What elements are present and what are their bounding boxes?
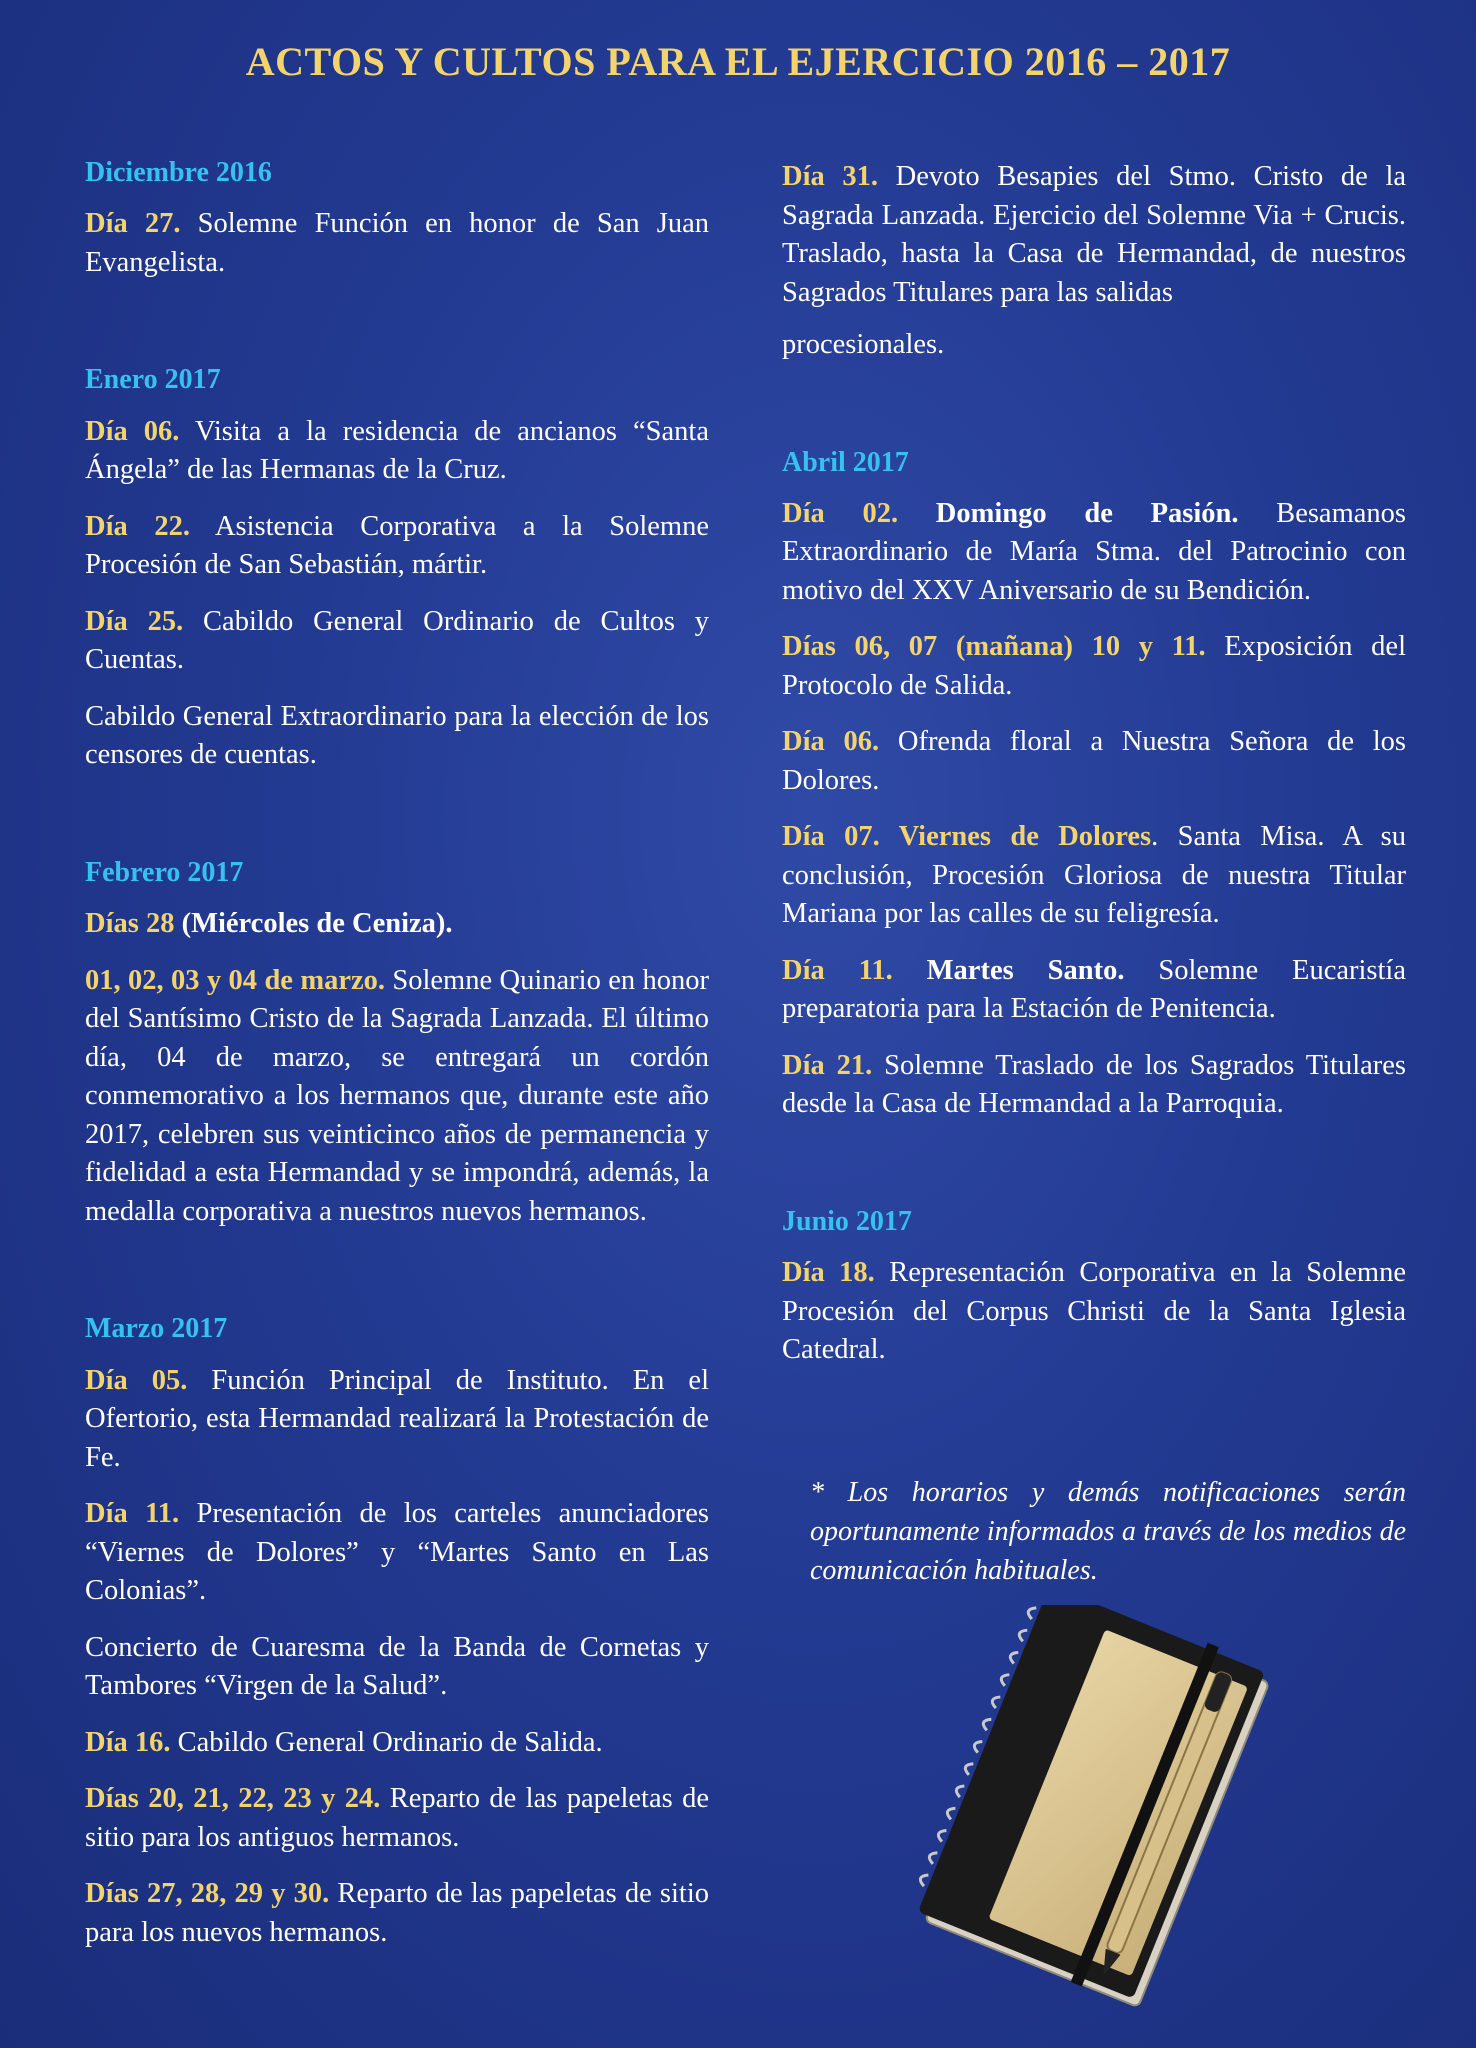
section-junio-2017 (782, 1204, 1406, 1370)
event-entry (85, 508, 709, 585)
event-entry (782, 818, 1406, 934)
event-date: Día 21. (782, 1049, 873, 1081)
notebook-pen-illustration (885, 1605, 1305, 2025)
event-date: Día 27. (85, 208, 181, 240)
event-text: Ofrenda floral a Nuestra Señora de los Dolores. (782, 726, 1406, 796)
event-date: Día 07. Viernes de Dolores (782, 821, 1152, 853)
event-entry (782, 952, 1406, 1029)
event-entry (85, 905, 709, 944)
event-text: Reparto de las papeletas de sitio para los nuevos hermanos. (85, 1878, 709, 1948)
event-date: Día 05. (85, 1364, 188, 1396)
event-entry (85, 603, 709, 680)
event-entry (85, 1875, 709, 1952)
event-entry (85, 698, 709, 775)
event-text: Solemne Quinario en honor del Santísimo Cristo de la Sagrada Lanzada. El último día, 04 de marzo, se entregará un cordón conmemorativo a los hermanos que, durante este año 2017, celebren sus veinticinco años de permanencia y fidelidad a esta Hermandad y se impondrá, además, la medalla corporativa a nuestros nuevos hermanos. (85, 964, 709, 1227)
event-date: Día 25. (85, 605, 184, 637)
section-marzo-2017-cont (782, 158, 1406, 365)
schedule-note: * Los horarios y demás notificaciones serán oportunamente informados a través de los medios de comunicación habituales. (810, 1477, 1406, 1586)
event-date: Día 18. (782, 1257, 875, 1289)
event-entry (85, 413, 709, 490)
event-text: Asistencia Corporativa a la Solemne Procesión de San Sebastián, mártir. (85, 510, 710, 581)
event-date: Días 20, 21, 22, 23 y 24. (85, 1783, 381, 1815)
event-date: Día 16. (85, 1726, 171, 1758)
event-text-continuation: procesionales. (782, 329, 945, 360)
event-text: Solemne Eucaristía preparatoria para la Estación de Penitencia. (782, 954, 1406, 1025)
month-heading: Abril 2017 (782, 446, 909, 478)
event-date: Día 06. (782, 726, 880, 758)
section-febrero-2017 (85, 855, 709, 1231)
section-diciembre-2016 (85, 155, 709, 282)
event-entry (782, 1254, 1406, 1370)
section-enero-2017 (85, 362, 709, 774)
event-entry (85, 1495, 709, 1611)
page-title: ACTOS Y CULTOS PARA EL EJERCICIO 2016 – 2017 (245, 39, 1231, 84)
event-entry (85, 1724, 709, 1763)
month-heading: Febrero 2017 (85, 856, 244, 888)
event-text: Solemne Traslado de los Sagrados Titulares desde la Casa de Hermandad a la Parroquia. (782, 1049, 1406, 1120)
event-text: Cabildo General Extraordinario para la elección de los censores de cuentas. (85, 700, 709, 771)
month-heading: Enero 2017 (85, 364, 221, 396)
event-date: Días 28 (85, 908, 175, 940)
section-marzo-2017 (85, 1311, 709, 1952)
event-text: Devoto Besapies del Stmo. Cristo de la Sagrada Lanzada. Ejercicio del Solemne Via + Crucis. Traslado, hasta la Casa de Hermandad, de nuestros Sagrados Titulares para las salidas (782, 161, 1407, 308)
event-date: Día 11. (85, 1498, 180, 1530)
event-date: Días 06, 07 (mañana) 10 y 11. (782, 631, 1206, 663)
event-text: Cabildo General Ordinario de Cultos y Cuentas. (85, 605, 709, 676)
event-date: Día 06. (85, 415, 180, 447)
event-text: Cabildo General Ordinario de Salida. (170, 1726, 603, 1758)
event-entry (85, 1629, 709, 1706)
event-text: Exposición del Protocolo de Salida. (782, 631, 1406, 701)
event-text: Reparto de las papeletas de sitio para los antiguos hermanos. (85, 1783, 710, 1853)
event-date: Día 02. (782, 497, 899, 529)
event-date: Días 27, 28, 29 y 30. (85, 1878, 330, 1910)
event-entry (782, 495, 1406, 611)
month-heading: Marzo 2017 (85, 1313, 228, 1345)
left-column (85, 155, 709, 1970)
right-column (782, 158, 1406, 1388)
event-entry (782, 723, 1406, 800)
event-entry (85, 205, 709, 282)
event-entry (85, 1362, 709, 1478)
event-title: (Miércoles de Ceniza). (174, 908, 453, 940)
event-entry (85, 962, 709, 1232)
event-title: Domingo de Pasión. (898, 497, 1239, 529)
event-text: Solemne Función en honor de San Juan Evangelista. (85, 208, 710, 278)
event-text: Función Principal de Instituto. En el Ofertorio, esta Hermandad realizará la Protestación de Fe. (85, 1364, 710, 1473)
event-entry (782, 158, 1406, 312)
event-text: Representación Corporativa en la Solemne Procesión del Corpus Christi de la Santa Iglesia Catedral. (782, 1257, 1406, 1366)
event-entry (85, 1780, 709, 1857)
event-text: Visita a la residencia de ancianos “Santa Ángela” de las Hermanas de la Cruz. (85, 415, 709, 486)
event-date: Día 31. (782, 161, 879, 192)
event-title: Martes Santo. (892, 954, 1125, 986)
event-text: Presentación de los carteles anunciadores “Viernes de Dolores” y “Martes Santo en Las Colonias”. (85, 1498, 709, 1607)
section-abril-2017 (782, 445, 1406, 1124)
event-date: Día 22. (85, 510, 190, 542)
event-text: . Santa Misa. A su conclusión, Procesión Gloriosa de nuestra Titular Mariana por las calles de su feligresía. (782, 821, 1406, 930)
event-entry (782, 628, 1406, 705)
event-date: Día 11. (782, 954, 893, 986)
event-entry (782, 1047, 1406, 1124)
event-date: 01, 02, 03 y 04 de marzo. (85, 964, 385, 996)
month-heading: Diciembre 2016 (85, 157, 272, 188)
month-heading: Junio 2017 (782, 1205, 912, 1237)
event-text: Concierto de Cuaresma de la Banda de Cornetas y Tambores “Virgen de la Salud”. (85, 1631, 709, 1702)
event-text: Besamanos Extraordinario de María Stma. del Patrocinio con motivo del XXV Aniversario de su Bendición. (782, 497, 1406, 606)
